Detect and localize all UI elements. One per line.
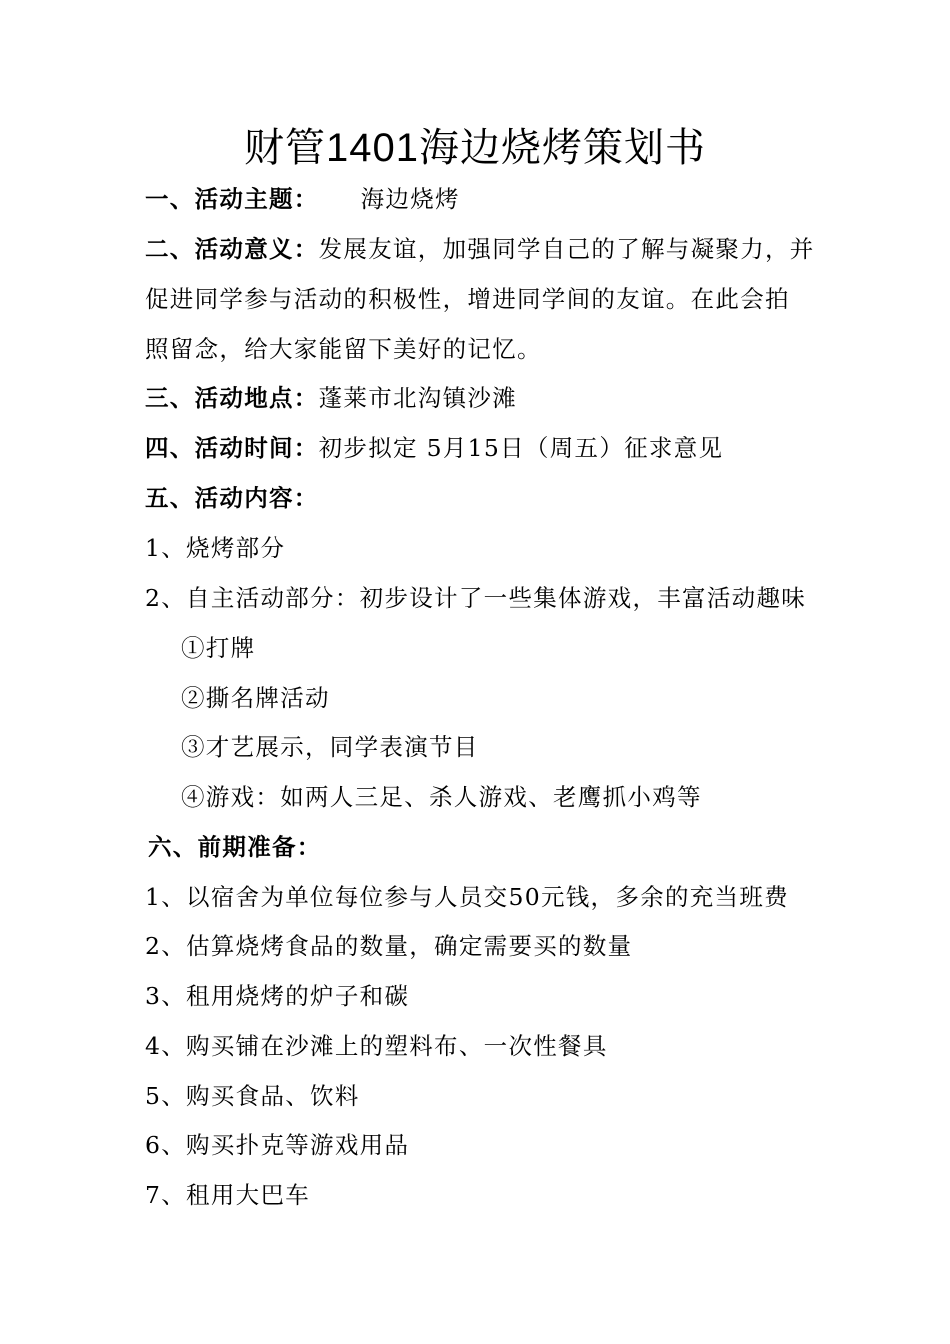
list-item: 1、烧烤部分 <box>145 534 286 562</box>
section-heading: 六、前期准备： <box>148 833 322 861</box>
section-meaning <box>145 232 825 266</box>
list-item: 3、租用烧烤的炉子和碳 <box>145 982 410 1010</box>
section-text: 海边烧烤 <box>360 185 460 213</box>
paragraph-line: 照留念，给大家能留下美好的记忆。 <box>145 335 542 363</box>
list-item: 1、以宿舍为单位每位参与人员交50元钱，多余的充当班费 <box>145 883 789 911</box>
section-heading: 五、活动内容： <box>145 484 319 512</box>
section-heading: 一、活动主题： <box>145 185 319 213</box>
sub-list-item: ④游戏：如两人三足、杀人游戏、老鹰抓小鸡等 <box>181 783 702 811</box>
section-time <box>145 431 825 465</box>
section-content <box>145 481 825 515</box>
list-item: 6、购买扑克等游戏用品 <box>145 1131 410 1159</box>
list-item: 2、估算烧烤食品的数量，确定需要买的数量 <box>145 932 633 960</box>
section-text: 发展友谊，加强同学自己的了解与凝聚力，并 <box>318 235 815 263</box>
section-theme <box>145 182 825 216</box>
list-item: 4、购买铺在沙滩上的塑料布、一次性餐具 <box>145 1032 608 1060</box>
section-prep <box>148 830 828 864</box>
section-text: 初步拟定 5月15日（周五）征求意见 <box>318 434 724 462</box>
section-text: 蓬莱市北沟镇沙滩 <box>318 384 518 412</box>
paragraph-line: 促进同学参与活动的积极性，增进同学间的友谊。在此会拍 <box>145 285 790 313</box>
list-item: 7、租用大巴车 <box>145 1181 311 1209</box>
section-location <box>145 381 825 415</box>
sub-list-item: ①打牌 <box>181 634 256 662</box>
section-heading: 四、活动时间： <box>145 434 319 462</box>
list-item: 2、自主活动部分：初步设计了一些集体游戏，丰富活动趣味 <box>145 584 807 612</box>
section-heading: 三、活动地点： <box>145 384 319 412</box>
section-heading: 二、活动意义： <box>145 235 319 263</box>
sub-list-item: ③才艺展示，同学表演节目 <box>181 733 479 761</box>
list-item: 5、购买食品、饮料 <box>145 1082 360 1110</box>
sub-list-item: ②撕名牌活动 <box>181 684 330 712</box>
document-title: 财管1401海边烧烤策划书 <box>244 126 706 170</box>
